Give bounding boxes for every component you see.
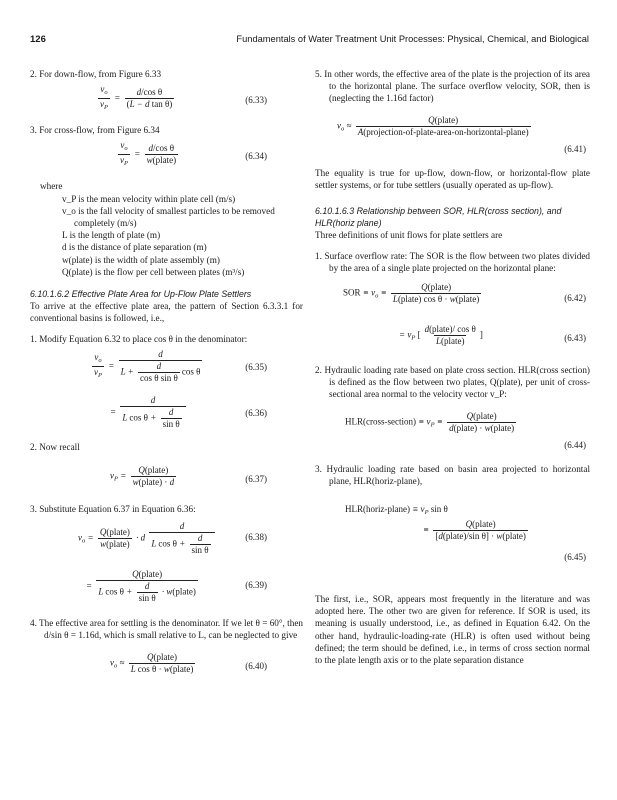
eq-number: (6.38) (245, 532, 267, 543)
step-1: 1. Modify Equation 6.32 to place cos θ in the denominator: (30, 333, 248, 344)
paragraph-2: The first, i.e., SOR, appears most frequently in the literature and was adopted here. The other two are given for reference. If SOR is used, its meaning is usually understood, i.e., as defined in Equation 6.42. On the other hand, hydraulic-loading-rate (HLR) is often used without being defined; the term should be defined, i.e., in terms of cross section normal to the plate length axis or to the plate separation distance (315, 594, 590, 666)
def-Q: Q(plate) is the flow per cell between plates (m³/s) (62, 266, 245, 277)
def-L: L is the length of plate (m) (62, 230, 161, 241)
eq-number: (6.44) (564, 439, 586, 450)
def-1: 1. Surface overflow rate: The SOR is the flow between two plates divided by the area of a single plate projected on the horizontal plane: (315, 250, 590, 273)
page-number: 126 (30, 34, 46, 45)
item-3: 3. For cross-flow, from Figure 6.34 (30, 125, 160, 136)
eq-number: (6.42) (564, 293, 586, 304)
eq-number: (6.40) (245, 660, 267, 671)
running-header: Fundamentals of Water Treatment Unit Processes: Physical, Chemical, and Biological (236, 34, 589, 44)
eq-number: (6.33) (245, 95, 267, 106)
section-heading: 6.10.1.6.3 Relationship between SOR, HLR(cross section), and HLR(horiz plane) (315, 206, 562, 229)
eq-number: (6.45) (564, 552, 586, 563)
eq-number: (6.43) (564, 333, 586, 344)
section-text: Three definitions of unit flows for plate settlers are (315, 230, 503, 241)
step-2: 2. Now recall (30, 441, 80, 452)
equation-6-42: SOR ≡ $v_o$ ≡ $\frac{\text{Q(plate)}}{\text{L(plate) cos θ · w(plate)}}$ (6.42) (343, 282, 586, 305)
def-2: 2. Hydraulic loading rate based on plate cross section. HLR(cross section) is defined as the flow between two plates, Q(plate), per unit of cross-sectional area normal to the velocity vector v_P: (315, 365, 590, 400)
eq-number: (6.37) (245, 474, 267, 485)
def-d: d is the distance of plate separation (m) (62, 242, 207, 253)
equation-6-43: = $v_P$ [ $\frac{\text{d(plate)/ cos θ}}{\text{L(plate)}}$ ] (6.43) (399, 324, 586, 347)
def-3: 3. Hydraulic loading rate based on basin area projected to horizontal plane, HLR(horiz-plane), (315, 463, 590, 486)
equation-6-34: $\frac{v_o}{v_P}$ = $\frac{\text{d/cos θ}}{\text{w(plate)}}$ (6.34) (120, 140, 267, 168)
equation-6-40: $v_o$ ≈ $\frac{\text{Q(plate)}}{\text{L cos θ · w(plate)}}$ (6.40) (110, 651, 267, 674)
equation-6-37: $v_P$ = $\frac{\text{Q(plate)}}{\text{w(plate) · d}}$ (6.37) (110, 465, 267, 488)
right-column (315, 68, 590, 666)
equation-6-36: = d L cos θ + $\frac{d}{\text{sin θ}}$ (6.36) (110, 394, 267, 429)
equation-6-38: $v_o$ = $\frac{\text{Q(plate)}}{\text{w(plate)}}$ · d d L cos θ + $\frac{d}{\text{sin θ}}$ (6.38) (78, 521, 267, 556)
equation-6-41: $v_o$ ≈ $\frac{\text{Q(plate)}}{\text{A(projection-of-plate-area-on-horizontal-plane)}}$ (6.41) (337, 114, 586, 154)
def-w: w(plate) is the width of plate assembly (m) (62, 254, 220, 265)
equation-6-44: HLR(cross-section) ≡ $v_P$ ≡ $\frac{\text{Q(plate)}}{\text{d(plate) · w(plate)}}$ (6.44) (345, 410, 586, 450)
equation-6-45: HLR(horiz-plane) ≡ $v_P$ sin θ ≡ $\frac{\text{Q(plate)}}{\text{[d(plate)/sin θ] · w(plate)}}$ (6.45) (345, 504, 586, 563)
section-text: To arrive at the effective plate area, the pattern of Section 6.3.3.1 for conventional basins is followed, i.e., (30, 301, 303, 324)
left-column (30, 68, 303, 688)
eq-number: (6.34) (245, 151, 267, 162)
def-vp: v_P is the mean velocity within plate cell (m/s) (62, 193, 236, 204)
step-4: 4. The effective area for settling is the denominator. If we let θ = 60°, then d/sin θ = 1.16d, which is small relative to L, can be neglected to give (30, 618, 303, 641)
eq-number: (6.35) (245, 361, 267, 372)
eq-number: (6.41) (564, 143, 586, 154)
section-heading: 6.10.1.6.2 Effective Plate Area for Up-Flow Plate Settlers (30, 289, 252, 300)
where-block (30, 180, 303, 278)
def-vo: v_o is the fall velocity of smallest particles to be removed completely (m/s) (62, 205, 275, 229)
step-5: 5. In other words, the effective area of the plate is the projection of its area to the horizontal plane. The surface overflow velocity, SOR, then is (neglecting the 1.16d factor) (315, 69, 590, 104)
paragraph-1: The equality is true for up-flow, down-flow, or horizontal-flow plate settler systems, or for tube settlers (usually operated as up-flow). (315, 167, 590, 190)
step-3: 3. Substitute Equation 6.37 in Equation 6.36: (30, 504, 196, 515)
equation-6-39: = Q(plate) L cos θ + $\frac{d}{\text{sin θ}}$ · w(plate) (6.39) (86, 569, 267, 604)
equation-6-33: $\frac{v_o}{v_P}$ = $\frac{\text{d/cos θ}}{\text{(L − d tan θ)}}$ (6.33) (100, 84, 267, 112)
eq-number: (6.36) (245, 407, 267, 418)
eq-number: (6.39) (245, 580, 267, 591)
where-label: where (40, 181, 63, 192)
item-2: 2. For down-flow, from Figure 6.33 (30, 69, 162, 79)
equation-6-35: $\frac{v_o}{v_P}$ = d L + $\frac{d}{\text{cos θ sin θ}}$ cos θ (6.35) (94, 348, 267, 383)
